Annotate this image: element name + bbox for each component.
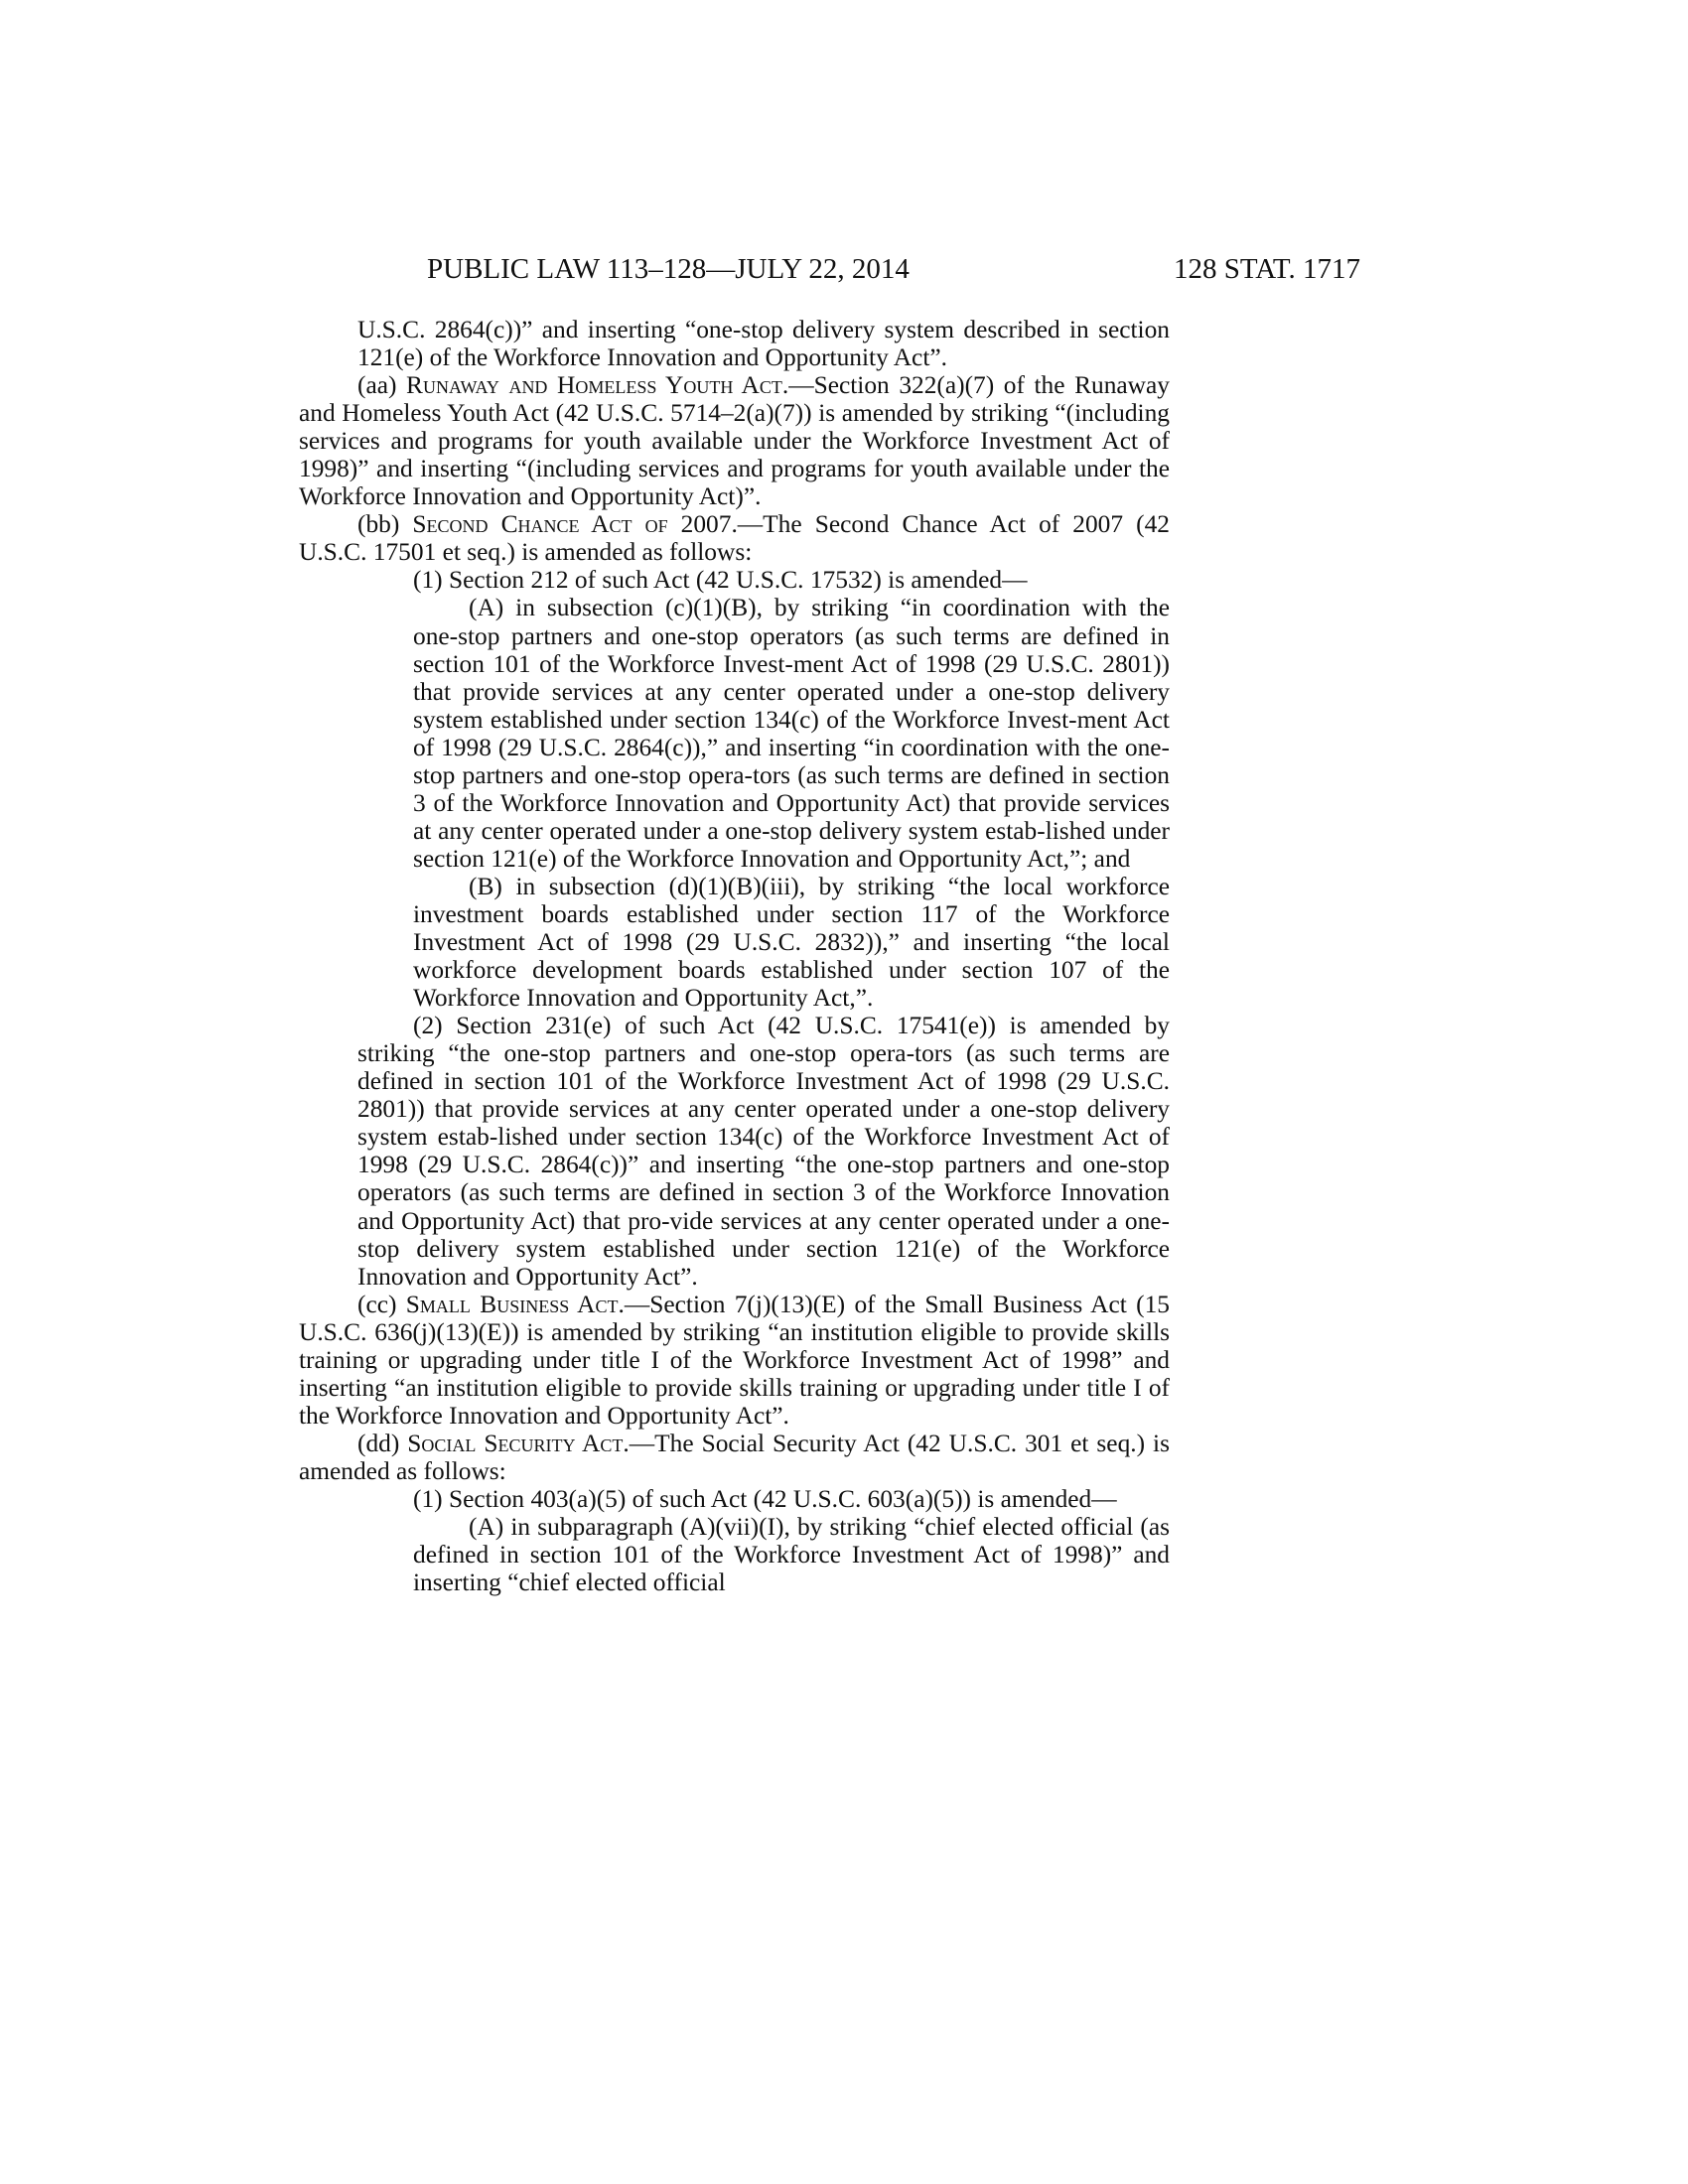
statute-body bbox=[299, 316, 1170, 1596]
paragraph-bb-1: (1) Section 212 of such Act (42 U.S.C. 17532) is amended— bbox=[413, 566, 1028, 595]
paragraph-bb-2: (2) Section 231(e) of such Act (42 U.S.C. 17541(e)) is amended by striking “the one-stop partners and one-stop opera-tors (as such terms are defined in section 101 of the Workforce Investment Act of 1998 (29 U.S.C. 2801)) that provide services at any center operated under a one-stop delivery system estab-lished under section 134(c) of the Workforce Investment Act of 1998 (29 U.S.C. 2864(c))” and inserting “the one-stop partners and one-stop operators (as such terms are defined in section 3 of the Workforce Innovation and Opportunity Act) that pro-vide services at any center operated under a one-stop delivery system established under section 121(e) of the Workforce Innovation and Opportunity Act”. bbox=[357, 1012, 1170, 1291]
paragraph-dd: (dd) Social Security Act.—The Social Security Act (42 U.S.C. 301 et seq.) is amended as follows: bbox=[299, 1429, 1170, 1485]
paragraph-dd-1: (1) Section 403(a)(5) of such Act (42 U.S.C. 603(a)(5)) is amended— bbox=[413, 1484, 1117, 1513]
section-heading: Runaway and Homeless Youth Act bbox=[406, 371, 782, 400]
section-heading: Small Business Act bbox=[405, 1290, 619, 1318]
paragraph-bb-1-a: (A) in subsection (c)(1)(B), by striking “in coordination with the one-stop partners and one-stop operators (as such terms are defined in section 101 of the Workforce Invest-ment Act of 1998 (29 U.S.C. 2801)) that provide services at any center operated under a one-stop delivery system established under section 134(c) of the Workforce Invest-ment Act of 1998 (29 U.S.C. 2864(c)),” and inserting “in coordination with the one-stop partners and one-stop opera-tors (as such terms are defined in section 3 of the Workforce Innovation and Opportunity Act) that provide services at any center operated under a one-stop delivery system estab-lished under section 121(e) of the Workforce Innovation and Opportunity Act,”; and bbox=[413, 594, 1170, 873]
paragraph-dd-1-a: (A) in subparagraph (A)(vii)(I), by striking “chief elected official (as defined in section 101 of the Workforce Investment Act of 1998)” and inserting “chief elected official bbox=[413, 1513, 1170, 1597]
paragraph-aa: (aa) Runaway and Homeless Youth Act.—Section 322(a)(7) of the Runaway and Homeless Youth Act (42 U.S.C. 5714–2(a)(7)) is amended by striking “(including services and programs for youth available under the Workforce Investment Act of 1998)” and inserting “(including services and programs for youth available under the Workforce Innovation and Opportunity Act)”. bbox=[299, 371, 1170, 511]
paragraph-bb: (bb) Second Chance Act of 2007.—The Second Chance Act of 2007 (42 U.S.C. 17501 et seq.) is amended as follows: bbox=[299, 510, 1170, 567]
statute-page-number: 128 STAT. 1717 bbox=[1173, 253, 1360, 285]
paragraph-continuation: U.S.C. 2864(c))” and inserting “one-stop delivery system described in section 121(e) of the Workforce Innovation and Opportunity Act”. bbox=[357, 316, 1170, 372]
paragraph-bb-1-b: (B) in subsection (d)(1)(B)(iii), by striking “the local workforce investment boards established under section 117 of the Workforce Investment Act of 1998 (29 U.S.C. 2832)),” and inserting “the local workforce development boards established under section 107 of the Workforce Innovation and Opportunity Act,”. bbox=[413, 872, 1170, 1013]
running-head-title: PUBLIC LAW 113–128—JULY 22, 2014 bbox=[427, 253, 910, 285]
section-heading: Second Chance Act of 2007 bbox=[412, 510, 732, 539]
paragraph-cc: (cc) Small Business Act.—Section 7(j)(13)(E) of the Small Business Act (15 U.S.C. 636(j)(13)(E)) is amended by striking “an institution eligible to provide skills training or upgrading under title I of the Workforce Investment Act of 1998” and inserting “an institution eligible to provide skills training or upgrading under title I of the Workforce Innovation and Opportunity Act”. bbox=[299, 1290, 1170, 1430]
section-heading: Social Security Act bbox=[407, 1429, 624, 1457]
page-header bbox=[298, 249, 1360, 289]
